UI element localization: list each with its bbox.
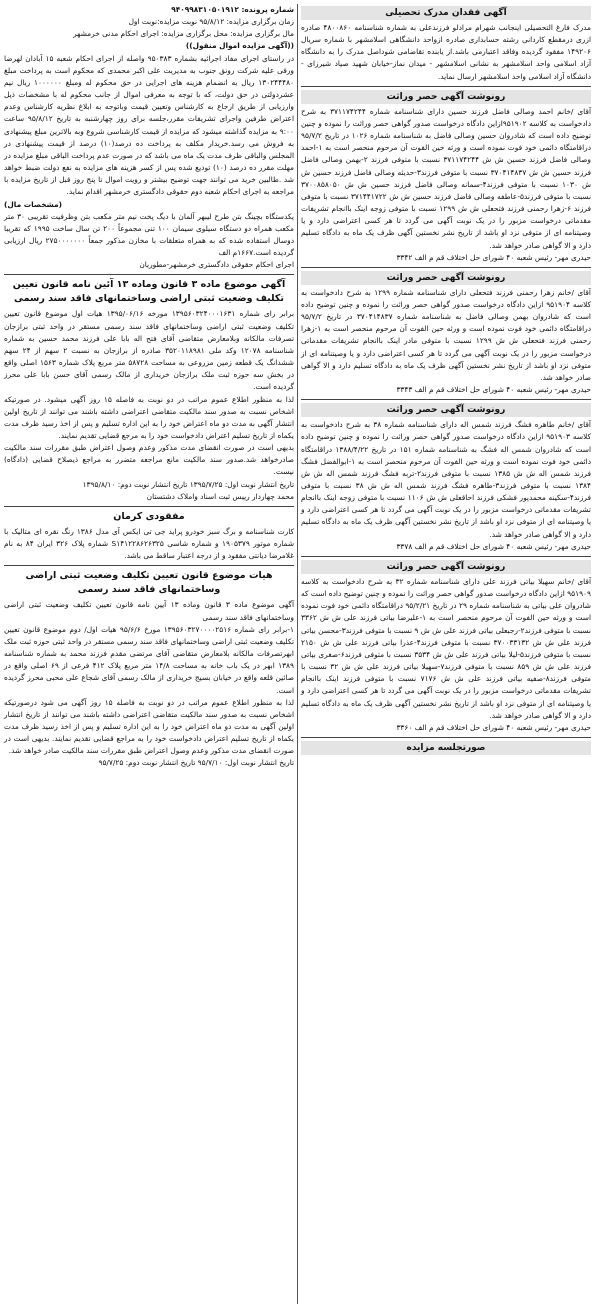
auction-signature: اجرای احکام حقوقی دادگستری خرمشهر-مطوریان xyxy=(139,260,294,270)
property-spec-body: یکدستگاه بچینگ بتن طرح لیبهر آلمان با دیگ پخت نیم متر مکعب بتن وظرفیت تقریبی ۳۰ متر مکعب همراه دو دستگاه سیلوی سیمان ۱۰۰ تنی مجموعاً ۲۰۰ تن سال ساخت ۱۹۹۵ که تقریبا دوسال استفاده شده که به همراه متعلقات با مخازن مذکور جمعاً ۲۷۵۰۰۰۰۰۰۰ ریال ارزیابی گردیده است.۱۶۶۷م الف xyxy=(4,211,294,258)
lost-degree-body: مدرک فارغ التحصیلی اینجانب شهرام مرادلو فرزندعلی به شماره شناسنامه ۴۸۰۰۸۶۰ صادره ازری درمقطع کاردانی رشته حسابداری صادره ازواحد دانشگاهی اسلامشهر با شماره سریال ۱۴۹۲۰۶ مفقود گردیده وفاقد اعتبارمی باشد.از یابنده تقاضامی شوداصل مدرک را به دانشگاه آزاد اسلامی واحد اسلامشهر به نشانی اسلامشهر - میدان نماز-خیابان شهید صیاد شیرزای - دانشگاه آزاد اسلامی واحد اسلامشهر ارسال نماید. xyxy=(301,23,591,81)
right-column xyxy=(301,4,591,757)
divider xyxy=(301,556,591,557)
inheritance-3-title: رونوشت آگهی حصر وراثت xyxy=(301,403,591,417)
auction-place: مال برگزاری مزایده: محل برگزاری مزایده: اجرای احکام مدنی خرمشهر xyxy=(73,29,294,39)
divider xyxy=(4,506,294,507)
divider xyxy=(301,86,591,87)
case-number: شماره پرونده: ۹۴۰۹۹۸۳۱۰۵۰۱۹۱۲ xyxy=(171,5,294,14)
inheritance-4-body: آقای /خانم سهیلا بیاتی فرزند علی دارای شناسنامه شماره ۳۲ به شرح دادخواست به کلاسه ۹۵۱۹۰۹ ازاین دادگاه درخواست صدور گواهی حصر وراثت را نموده و چنین توضیح داده است که شادروان علی بیاتی به شناسنامه شماره ۲۹ در تاریخ ۹۵/۲/۲۱ دراقامتگاه دائمی خود فوت نموده است و ورثه حین الفوت آن مرحوم منحصر است به ۱-علیرضا بیاتی فرزند علی ش ش ۳۳۶۲ نسبت با متوفی فرزند۲-رجبعلی بیاتی فرزند علی ش ش ۹ نسبت با متوفی فرزند۳-محسن بیاتی فرزند علی ش ش ۳۷۰۰۳۳۱۳۲ نسبت با متوفی فرزند۴-عذرا بیاتی فرزند علی ش ش ۲۱۵۰ نسبت با متوفی فرزند۵-لیلا بیاتی فرزند علی ش ش ۳۵۳۴ نسبت با متوفی فرزند۶-صغری بیاتی فرزند علی ش ش ۸۵۹ نسبت با متوفی فرزند۷-سهیلا بیاتی فرزند علی ش ش ۳۲ نسبت با متوفی فرزند۸-صفیه بیاتی فرزند علی ش ش ۷۱۷۶ نسبت با متوفی فرزند اینک باانجام تشریفات مقدماتی درخواست مزبور را در یک نوبت آگهی می گردد تا هر کسی اعتراضی دارد و یا وصیتنامه ای از متوفی نزد او باشد از تاریخ نشر نخستین آگهی ظرف یک ماه به دادگاه تسلیم دارد و الا گواهی صادر خواهد شد. xyxy=(301,576,592,720)
divider xyxy=(4,274,294,275)
divider xyxy=(4,565,294,566)
inheritance-4-title: رونوشت آگهی حصر وراثت xyxy=(301,560,591,574)
divider xyxy=(301,399,591,400)
land-registry-1-signature: محمد چهاردار رییس ثبت اسناد واملاک دشتستان xyxy=(146,491,294,501)
land-registry-1-body: برابر رای شماره ۱۳۹۵۶۰۳۲۴۰۰۰۱۶۳۱ مورخه ۱۳۹۵/۰۶/۱۶ هیات اول موضوع قانون تعیین تکلیف وضعیت ثبتی اراضی وساختمانهای فاقد سند رسمی مستقر در واحد ثبتی برازجان تصرفات مالکانه وبلامعارض متقاضی آقای فتح اله بابا علی فرزند محمد حسین به شماره شناسنامه ۱۲۰۷۸ وکد ملی ۳۵۲۰۱۱۸۹۸۱ صادره از برازجان به نسبت ۲ سهم از ۲۴ سهم ششدانگ یک قطعه زمین مزروعی به مساحت ۵۸۷۲۸ متر مربع پلاک شماره ۱۵۶۳ اصلی واقع در بخش سه حوزه ثبت ملک برازجان خریداری از مالک رسمی آقای حسن بابا علی محرز گردیده است. xyxy=(4,309,294,392)
lost-degree-title: آگهی فقدان مدرک تحصیلی xyxy=(301,6,591,20)
inheritance-2-signature: حیدری مهر- رئیس شعبه ۴۰ شورای حل اختلاف قم م الف ۳۳۴۳ xyxy=(396,385,591,395)
land-registry-1-body2: لذا به منظور اطلاع عموم مراتب در دو نوبت به فاصله ۱۵ روز آگهی میشود. در صورتیکه اشخاص نسبت به صدور سند مالکیت متقاضی اعتراضی داشته باشند می توانند از تاریخ اولین انتشار آگهی به مدت دو ماه اعتراض خود را به این اداره تسلیم و پس از اخذ رسید ظرف مدت یکماه از تاریخ تسلیم اعتراض دادخواست خود را به مرجع قضایی تقدیم نمایند. xyxy=(4,394,294,440)
inheritance-1-body: آقای /خانم احمد وصالی فاضل فرزند حسین دارای شناسنامه شماره ۳۷۱۱۷۴۲۴۴ به شرح دادخواست به کلاسه ۹۵۱۹۰۲ازاین دادگاه درخواست صدور گواهی حصر وراثت را نموده و چنین توضیح داده است که شادروان حسین وصالی فاضل به شناسنامه شماره ۱۰۲۶ در تاریخ ۹۵/۷/۲ دراقامتگاه دائمی خود فوت نموده است و ورثه حین الفوت آن مرحوم منحصر است به ۱-احمد وصالی فاضل فرزند حسین ش ش ۳۷۱۱۷۴۲۴۴ نسبت با متوفی فرزند ۲-بهمن وصالی فاضل فرزند حسین ش ش ۳۷۰۴۱۴۸۳۷ نسبت با متوفی فرزند۳-حدیثه وصالی فاضل فرزند حسین ش ش ۱۰۳۰ نسبت با متوفی فرزند۴-سمانه وصالی فاضل فرزند حسین ش ش ۳۷۰۰۸۵۸۰۵۰ نسبت با متوفی فرزند۵-عاطفه وصالی فاضل فرزند حسین ش ش ۳۷۱۴۴۱۷۲۲ نسبت با متوفی فرزند ۶-زهرا رحمنی فرزند فتحعلی ش ش ۱۲۹۹ نسبت با متوفی زوجه اینک باانجام تشریفات مقدماتی درخواست مزبور را در یک نوبت آگهی می گردد تا هر کسی اعتراضی دارد و یا وصیتنامه ای از متوفی نزد او باشد از تاریخ نشر نخستین آگهی ظرف یک ماه به دادگاه تسلیم دارد و الا گواهی صادر خواهد شد. xyxy=(301,106,592,250)
inheritance-1-title: رونوشت آگهی حصر وراثت xyxy=(301,90,591,104)
land-registry-2-dates: تاریخ انتشار نوبت اول: ۹۵/۷/۱۰ تاریخ انتشار نوبت دوم: ۹۵/۷/۲۵ xyxy=(98,758,294,768)
auction-type: ((آگهی مزایده اموال منقول)) xyxy=(185,41,294,51)
land-registry-1-dates: تاریخ انتشار نوبت اول: ۱۳۹۵/۷/۲۵ تاریخ انتشار نوبت دوم: ۱۳۹۵/۸/۱۰ xyxy=(82,479,294,489)
land-registry-2-body2: ۱-برابر رای شماره ۱۳۹۵۶۰۳۲۷۰۰۰۰۲۵۱۶ مورخ ۹۵/۶/۶ هیات اول/ دوم موضوع قانون تعیین تکلیف وضعیت ثبتی اراضی وساختمانهای فاقد سند رسمی مستقر در واحد ثبتی حوزه ثبت ملک ابهرتصرفات مالکانه بلامعارض متقاضی آقای مرتضی مقدم فرزند محمد به شماره شناسنامه ۱۳۸۹ ابهر در یک باب خانه به مساحت ۱۴/۸ متر مربع پلاک ۴۱۲ فرعی از ۶۹ اصلی واقع در صائین قلعه واقع در خیابان بسیج خریداری از مالک رسمی آقای شجاع علی محبی محرز گردیده است. xyxy=(4,624,294,695)
land-registry-1-title: آگهی موضوع ماده ۳ قانون وماده ۱۳ آئین نامه قانون تعیین تکلیف وضعیت ثبتی اراضی وساختمانهای فاقد سند رسمی xyxy=(12,279,286,305)
auction-minutes-title: صورتجلسه مزایده xyxy=(301,741,591,755)
column-divider xyxy=(297,4,298,1304)
inheritance-3-body: آقای /خانم طاهره فشگ فرزند شمس اله دارای شناسنامه شماره ۳۸ به شرح دادخواست به کلاسه ۹۵۱۹۰۳ ازاین دادگاه درخواست صدور گواهی حصر وراثت را نموده و چنین توضیح داده است که شادروان شمس اله فشگ به شناسنامه شماره ۱۵۱ در تاریخ ۱۳۸۸/۴/۲۲ دراقامتگاه دائمی خود فوت نموده است و ورثه حین الفوت آن مرحوم منحصر است به ۱-ابوالفضل فشگ فرزند شمس اله ش ش ۱۳۸۵ نسبت با متوفی فرزند۲-تربه فشگ فرزند شمس اله ش ش ۱۳۸۴ نسبت با متوفی فرزند۳-طاهره فشگ فرزند شمس اله ش ش ۳۸ نسبت با متوفی فرزند۴-سکینه محمدپور فشکی فرزند احاقعلی ش ش ۱۱۰۶ نسبت با متوفی زوجه اینک باانجام تشریفات مقدماتی درخواست مزبور را در یک نوبت آگهی می گردد تا هر کسی اعتراضی دارد و یا وصیتنامه ای از متوفی نزد او باشد از تاریخ نشر نخستین آگهی ظرف یک ماه به دادگاه تسلیم دارد و الا گواهی صادر خواهد شد. xyxy=(301,420,591,539)
inheritance-1-signature: حیدری مهر- رئیس شعبه ۴۰ شورای حل اختلاف قم م الف ۳۳۴۲ xyxy=(396,252,591,262)
divider xyxy=(301,267,591,268)
inheritance-4-signature: حیدری مهر- رئیس شعبه ۴۰ شورای حل اختلاف قم م الف ۳۳۶۰ xyxy=(396,722,591,732)
left-column xyxy=(4,4,294,770)
property-spec-title: (مشخصات مال) xyxy=(4,199,62,209)
auction-body: در راستای اجرای مفاد اجرائیه بشماره ۹۵۰۳۸۳ واصله از اجرای احکام شعبه ۱۵ آبادان لهرضا ورقی علیه شرکت رونق جنوب به مدیریت علی اکبر محمدی که محکوم است به پرداخت مبلغ ۱۳۰۲۴۴۴۸۰ ریال به انضمام هزینه های اجرایی در حق محکوم له ومبلغ ۱۰۰۰۰۰۰ ریال نیم عشردولتی در حق دولت، که با توجه به معرفی اموال از جانب محکوم له با مشخصات ذیل وارزیابی از طریق ارجاع به کارشناس وتعیین قیمت وباتوجه به ابلاغ نظریه کارشناس وعدم اعتراض طرفین واجرای تشریفات مقرر،جلسه برای روز چهارشنبه به تاریخ ۹۵/۸/۱۲ ساعت ۹:۰۰ به مزایده گذاشته میشود که مزایده از قیمت کارشناسی شروع وبه بالاترین مبلغ پیشنهادی به فروش می رسد.خریدار مکلف به پرداخت ده درصد(۱۰) درصد از قیمت پیشنهادی در المجلس والباقی ظرف مدت یک ماه می باشد که در صورت عدم پرداخت الباقی مبلغ مزایده در مهلت مقرر ده درصد (۱۰) تودیع شده پس از کسر هزینه های مزایده به نفع دولت ضبط خواهد شد .طالبین خرید می توانند جهت توضیح بیشتر و رویت اموال تا پنج روز قبل از تاریخ مزایده با مراجعه به اجرای احکام شعبه دوم حقوقی دادگستری خرمشهر اقدام نماید. xyxy=(4,53,295,197)
land-registry-2-title: هیات موضوع قانون تعیین تکلیف وضعیت ثبتی اراضی وساختمانهای فاقد سند رسمی xyxy=(25,570,273,596)
land-registry-2-body3: لذا به منظور اطلاع عموم مراتب در دو نوبت به فاصله ۱۵ روز آگهی می شود درصورتیکه اشخاص نسبت به صدور سند مالکیت متقاضی اعتراضی داشته باشند می توانند از تاریخ انتشار اولین آگهی به مدت دو ماه اعتراض خود را به این اداره تسلیم و پس از اخذ رسید ظرف مدت یکماه از تاریخ تسلیم اعتراض دادخواست خود را به مراجع قضایی تقدیم نمایند. بدیهی است در صورت انقضای مدت مذکور وعدم وصول اعتراض طبق مقررات سند مالکیت صادر خواهد شد. xyxy=(4,697,294,756)
land-registry-2-body: آگهی موضوع ماده ۳ قانون وماده ۱۳ آیین نامه قانون تعیین تکلیف وضعیت ثبتی اراضی وساختمانهای فاقد سند رسمی xyxy=(4,600,295,622)
lost-kerman-title: مفقودی کرمان xyxy=(113,510,185,522)
inheritance-2-body: آقای /خانم زهرا رحمنی فرزند فتحعلی دارای شناسنامه شماره ۱۲۹۹ به شرح دادخواست به کلاسه ۹۵۱۹۰۴ ازاین دادگاه درخواست صدور گواهی حصر وراثت را نموده و چنین توضیح داده است که شادروان بهمن وصالی فاضل به شناسنامه شماره ۳۷۰۴۱۴۸۳۷ در تاریخ ۹۵/۷/۲ دراقامتگاه دائمی خود فوت نموده است و ورثه حین الفوت آن مرحوم منحصر است به ۱-زهرا رحمنی فرزند فتحعلی ش ش ۱۲۹۹ نسبت با متوفی مادر اینک باانجام تشریفات مقدماتی درخواست مزبور را در یک نوبت آگهی می گردد تا هر کسی اعتراضی دارد و یا وصیتنامه ای از متوفی نزد او باشد از تاریخ نشر نخستین آگهی ظرف یک ماه به دادگاه تسلیم دارد و الا گواهی صادر خواهد شد. xyxy=(301,287,591,382)
divider xyxy=(301,737,591,738)
land-registry-1-body3: بدیهی است در صورت انقضای مدت مذکور وعدم وصول اعتراض طبق مقررات سند مالکیت صادرخواهد شد.صدور سند مالکیت مانع مراجعه متضرر به مراجع ذیصلاح قضایی (دادگاه) نیست. xyxy=(4,443,294,477)
inheritance-3-signature: حیدری مهر- رئیس شعبه ۴۰ شورای حل اختلاف قم م الف ۳۳۷۸ xyxy=(396,541,591,551)
auction-time: زمان برگزاری مزایده: ۹۵/۸/۱۲ نوبت مزایده:نوبت اول xyxy=(128,17,294,27)
lost-kerman-body: کارت شناسنامه و برگ سبز خودرو پراید جی تی ایکس آی مدل ۱۳۸۶ رنگ نقره ای متالیک با شماره موتور ۱۹۰۵۳۷۹ و شماره شاسی S۱۴۱۲۲۸۶۲۶۳۲۵ شماره پلاک ۳۲۶ ایران ۸۴ به نام غلامرضا دیانتی مفقود و از درجه اعتبار ساقط می باشد. xyxy=(4,526,295,561)
inheritance-2-title: رونوشت آگهی حصر وراثت xyxy=(301,271,591,285)
